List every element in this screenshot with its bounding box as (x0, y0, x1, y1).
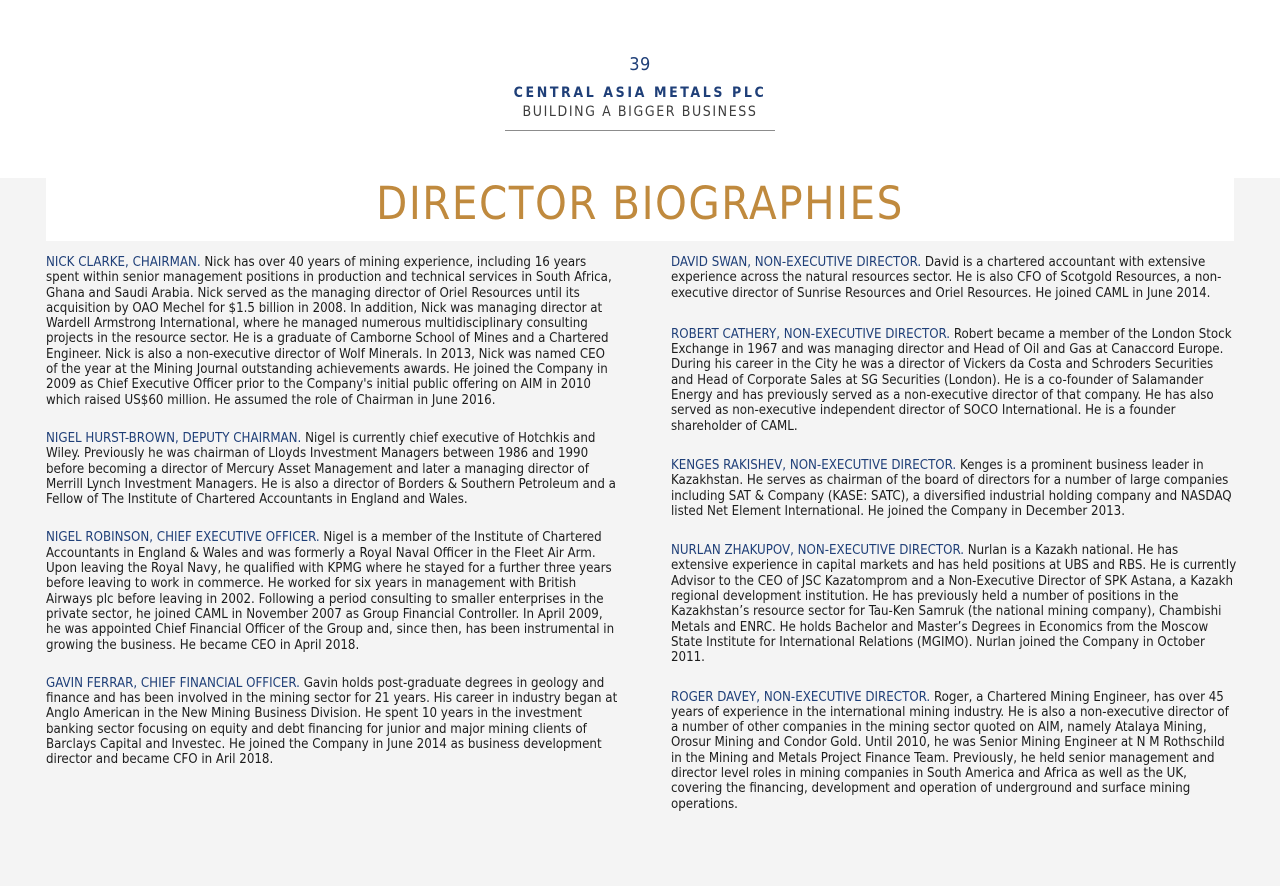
right-column (671, 255, 1237, 836)
bio-text: Nurlan is a Kazakh national. He has extensive experience in capital markets and has held positions at UBS and RBS. He is currently Advisor to the CEO of JSC Kazatomprom and a Non-Executive Director of SPK Astana, a Kazakh regional development institution. He has previously held a number of positions in the Kazakhstan’s resource sector for Tau-Ken Samruk (the national mining company), Chambishi Metals and ENRC. He holds Bachelor and Master’s Degrees in Economics from the Moscow State Institute for International Relations (MGIMO). Nurlan joined the Company in October 2011. (671, 543, 1237, 666)
bio-robert-cathery (671, 327, 1237, 434)
bio-name: ROBERT CATHERY, NON-EXECUTIVE DIRECTOR. (671, 326, 951, 342)
bio-name: NIGEL ROBINSON, CHIEF EXECUTIVE OFFICER. (46, 530, 320, 546)
bio-name: DAVID SWAN, NON-EXECUTIVE DIRECTOR. (671, 255, 922, 270)
company-name: CENTRAL ASIA METALS PLC (513, 85, 767, 101)
bio-nick-clarke (46, 255, 618, 408)
bio-text: Nick has over 40 years of mining experience, including 16 years spent within senior management positions in production and technical services in South Africa, Ghana and Saudi Arabia. Nick served as the managing director of Oriel Resources until its acquisition by OAO Mechel for $1.5 billion in 2008. In addition, Nick was managing director at Wardell Armstrong International, where he managed numerous multidisciplinary consulting projects in the resource sector. He is a graduate of Camborne School of Mines and a Chartered Engineer. Nick is also a non-executive director of Wolf Minerals. In 2013, Nick was named CEO of the year at the Mining Journal outstanding achievements awards. He joined the Company in 2009 as Chief Executive Officer prior to the Company's initial public offering on AIM in 2010 which raised US$60 million. He assumed the role of Chairman in June 2016. (46, 255, 612, 408)
bio-nurlan-zhakupov (671, 543, 1237, 665)
bio-gavin-ferrar (46, 676, 618, 768)
bio-name: NICK CLARKE, CHAIRMAN. (46, 255, 201, 270)
bio-text: Nigel is currently chief executive of Hotchkis and Wiley. Previously he was chairman of Lloyds Investment Managers between 1986 and 1990 before becoming a director of Mercury Asset Management and later a managing director of Merrill Lynch Investment Managers. He is also a director of Borders & Southern Petroleum and a Fellow of The Institute of Chartered Accountants in England and Wales. (46, 430, 616, 508)
bio-name: GAVIN FERRAR, CHIEF FINANCIAL OFFICER. (46, 675, 300, 691)
bio-text: Kenges is a prominent business leader in Kazakhstan. He serves as chairman of the board of directors for a number of large companies including SAT & Company (KASE: SATC), a diversified industrial holding company and NASDAQ listed Net Element International. He joined the Company in December 2013. (671, 457, 1232, 519)
bio-text: Robert became a member of the London Stock Exchange in 1967 and was managing director and Head of Oil and Gas at Canaccord Europe. During his career in the City he was a director of Vickers da Costa and Schroders Securities and Head of Corporate Sales at SG Securities (London). He is a co-founder of Salamander Energy and has previously served as a non-executive director of that company. He has also served as non-executive independent director of SOCO International. He is a founder shareholder of CAML. (671, 326, 1232, 434)
bio-name: NURLAN ZHAKUPOV, NON-EXECUTIVE DIRECTOR. (671, 543, 964, 559)
header-divider (505, 130, 775, 131)
bio-text: Gavin holds post-graduate degrees in geology and finance and has been involved in the mining sector for 21 years. His career in industry began at Anglo American in the New Mining Business Division. He spent 10 years in the investment banking sector focusing on equity and debt financing for junior and major mining clients of Barclays Capital and Investec. He joined the Company in June 2014 as business development director and became CFO in Aril 2018. (46, 675, 618, 768)
page-number: 39 (629, 54, 651, 75)
left-column (46, 255, 618, 791)
bio-name: NIGEL HURST-BROWN, DEPUTY CHAIRMAN. (46, 430, 302, 446)
bio-text: David is a chartered accountant with extensive experience across the natural resources sector. He is also CFO of Scotgold Resources, a non-executive director of Sunrise Resources and Oriel Resources. He joined CAML in June 2014. (671, 255, 1222, 301)
bio-roger-davey (671, 690, 1237, 812)
bio-kenges-rakishev (671, 458, 1237, 519)
page-header (0, 0, 1280, 178)
company-tagline: BUILDING A BIGGER BUSINESS (522, 104, 758, 120)
bio-name: KENGES RAKISHEV, NON-EXECUTIVE DIRECTOR. (671, 457, 957, 473)
bio-text: Nigel is a member of the Institute of Chartered Accountants in England & Wales and was formerly a Royal Naval Officer in the Fleet Air Arm. Upon leaving the Royal Navy, he qualified with KPMG where he stayed for a further three years before leaving to work in commerce. He worked for six years in management with British Airways plc before leaving in 2002. Following a period consulting to smaller enterprises in the private sector, he joined CAML in November 2007 as Group Financial Controller. In April 2009, he was appointed Chief Financial Officer of the Group and, since then, has been instrumental in growing the business. He became CEO in April 2018. (46, 530, 615, 653)
bio-nigel-robinson (46, 530, 618, 652)
bio-text: Roger, a Chartered Mining Engineer, has over 45 years of experience in the international mining industry. He is also a non-executive director of a number of other companies in the mining sector quoted on AIM, namely Atalaya Mining, Orosur Mining and Condor Gold. Until 2010, he was Senior Mining Engineer at N M Rothschild in the Mining and Metals Project Finance Team. Previously, he held senior management and director level roles in mining companies in South America and Africa as well as the UK, covering the financing, development and operation of underground and surface mining operations. (671, 689, 1229, 812)
page-title: DIRECTOR BIOGRAPHIES (376, 177, 904, 230)
bio-david-swan (671, 255, 1237, 301)
bio-nigel-hurst-brown (46, 431, 618, 507)
bio-name: ROGER DAVEY, NON-EXECUTIVE DIRECTOR. (671, 689, 931, 705)
